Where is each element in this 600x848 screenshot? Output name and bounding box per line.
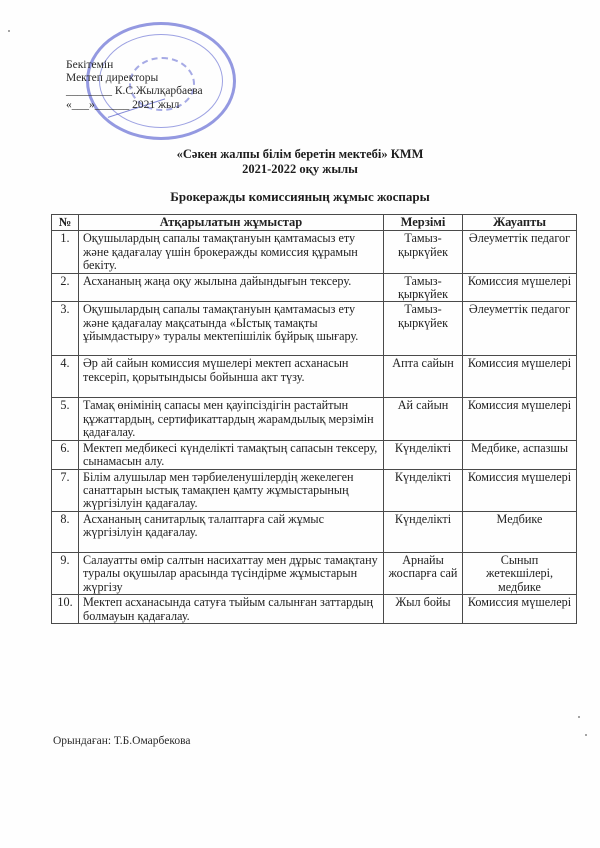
row-responsible: Медбике [463, 511, 577, 552]
approval-line-approve: Бекітемін [66, 59, 114, 71]
row-work: Асхананың санитарлық талаптарға сай жұмыс жүргізілуін қадағалау. [79, 511, 384, 552]
scan-speck [8, 30, 10, 32]
row-term: Тамыз-қыркүйек [384, 231, 463, 273]
column-header-work: Атқарылатын жұмыстар [79, 215, 384, 231]
row-responsible: Әлеуметтік педагог [463, 231, 577, 273]
table-row [52, 511, 577, 552]
row-number: 10. [52, 595, 79, 624]
row-responsible: Медбике, аспазшы [463, 440, 577, 469]
row-responsible: Комиссия мүшелері [463, 595, 577, 624]
table-header-row [52, 215, 577, 231]
table-row [52, 440, 577, 469]
approval-block [66, 59, 203, 112]
row-term: Тамыз-қыркүйек [384, 302, 463, 356]
row-term: Күнделікті [384, 440, 463, 469]
row-term: Күнделікті [384, 511, 463, 552]
row-number: 3. [52, 302, 79, 356]
row-term: Жыл бойы [384, 595, 463, 624]
row-term: Арнайы жоспарға сай [384, 552, 463, 594]
row-responsible: Комиссия мүшелері [463, 398, 577, 440]
table-row [52, 398, 577, 440]
column-header-responsible: Жауапты [463, 215, 577, 231]
row-work: Салауатты өмір салтын насихаттау мен дұрыс тамақтану туралы оқушылар арасында түсіндірме жұмыстарын жүргізу [79, 552, 384, 594]
row-work: Мектеп медбикесі күнделікті тамақтың сапасын тексеру, сынамасын алу. [79, 440, 384, 469]
row-work: Әр ай сайын комиссия мүшелері мектеп асханасын тексеріп, қорытындысы бойынша акт түзу. [79, 356, 384, 398]
table-row [52, 356, 577, 398]
row-number: 4. [52, 356, 79, 398]
row-number: 5. [52, 398, 79, 440]
table-row [52, 302, 577, 356]
table-row [52, 469, 577, 511]
table-row [52, 231, 577, 273]
academic-year: 2021-2022 оқу жылы [242, 162, 358, 176]
row-work: Тамақ өнімінің сапасы мен қауіпсіздігін растайтын құжаттардың, сертификаттардың жарамдылық мерзімін қадағалау. [79, 398, 384, 440]
row-work: Асхананың жаңа оқу жылына дайындығын тексеру. [79, 273, 384, 302]
row-number: 2. [52, 273, 79, 302]
row-number: 7. [52, 469, 79, 511]
row-responsible: Әлеуметтік педагог [463, 302, 577, 356]
row-number: 8. [52, 511, 79, 552]
row-number: 1. [52, 231, 79, 273]
table-row [52, 595, 577, 624]
scan-speck [578, 716, 580, 718]
row-responsible: Сынып жетекшілері, медбике [463, 552, 577, 594]
approval-line-signature: ________ К.С.Жылқарбаева [66, 85, 203, 98]
row-number: 6. [52, 440, 79, 469]
row-term: Тамыз-қыркүйек [384, 273, 463, 302]
column-header-term: Мерзімі [384, 215, 463, 231]
row-work: Білім алушылар мен тәрбиеленушілердің жекелеген санаттарын ыстық тамақпен қамту жұмыстарының жүргізілуін қадағалау. [79, 469, 384, 511]
row-work: Оқушылардың сапалы тамақтануын қамтамасыз ету және қадағалау мақсатында «Ыстық тамақты ұйымдастыру» туралы мектепішілік бұйрық шығару. [79, 302, 384, 356]
row-responsible: Комиссия мүшелері [463, 356, 577, 398]
work-plan-table [51, 214, 577, 624]
column-header-number: № [52, 215, 79, 231]
row-number: 9. [52, 552, 79, 594]
approval-line-position: Мектеп директоры [66, 72, 159, 85]
row-term: Күнделікті [384, 469, 463, 511]
row-term: Ай сайын [384, 398, 463, 440]
row-term: Апта сайын [384, 356, 463, 398]
row-responsible: Комиссия мүшелері [463, 273, 577, 302]
document-title: Брокеражды комиссияның жұмыс жоспары [170, 189, 430, 204]
table-row [52, 552, 577, 594]
row-work: Оқушылардың сапалы тамақтануын қамтамасыз ету және қадағалау үшін брокеражды комиссия құрамын бекіту. [79, 231, 384, 273]
organization-name: «Сәкен жалпы білім беретін мектебі» КММ [176, 147, 424, 161]
table-row [52, 273, 577, 302]
approval-line-date: «___»______ 2021 жыл [66, 98, 180, 111]
scan-speck [585, 734, 587, 736]
row-responsible: Комиссия мүшелері [463, 469, 577, 511]
row-work: Мектеп асханасында сатуға тыйым салынған заттардың болмауын қадағалау. [79, 595, 384, 624]
executor-signature: Орындаған: Т.Б.Омарбекова [53, 735, 191, 747]
